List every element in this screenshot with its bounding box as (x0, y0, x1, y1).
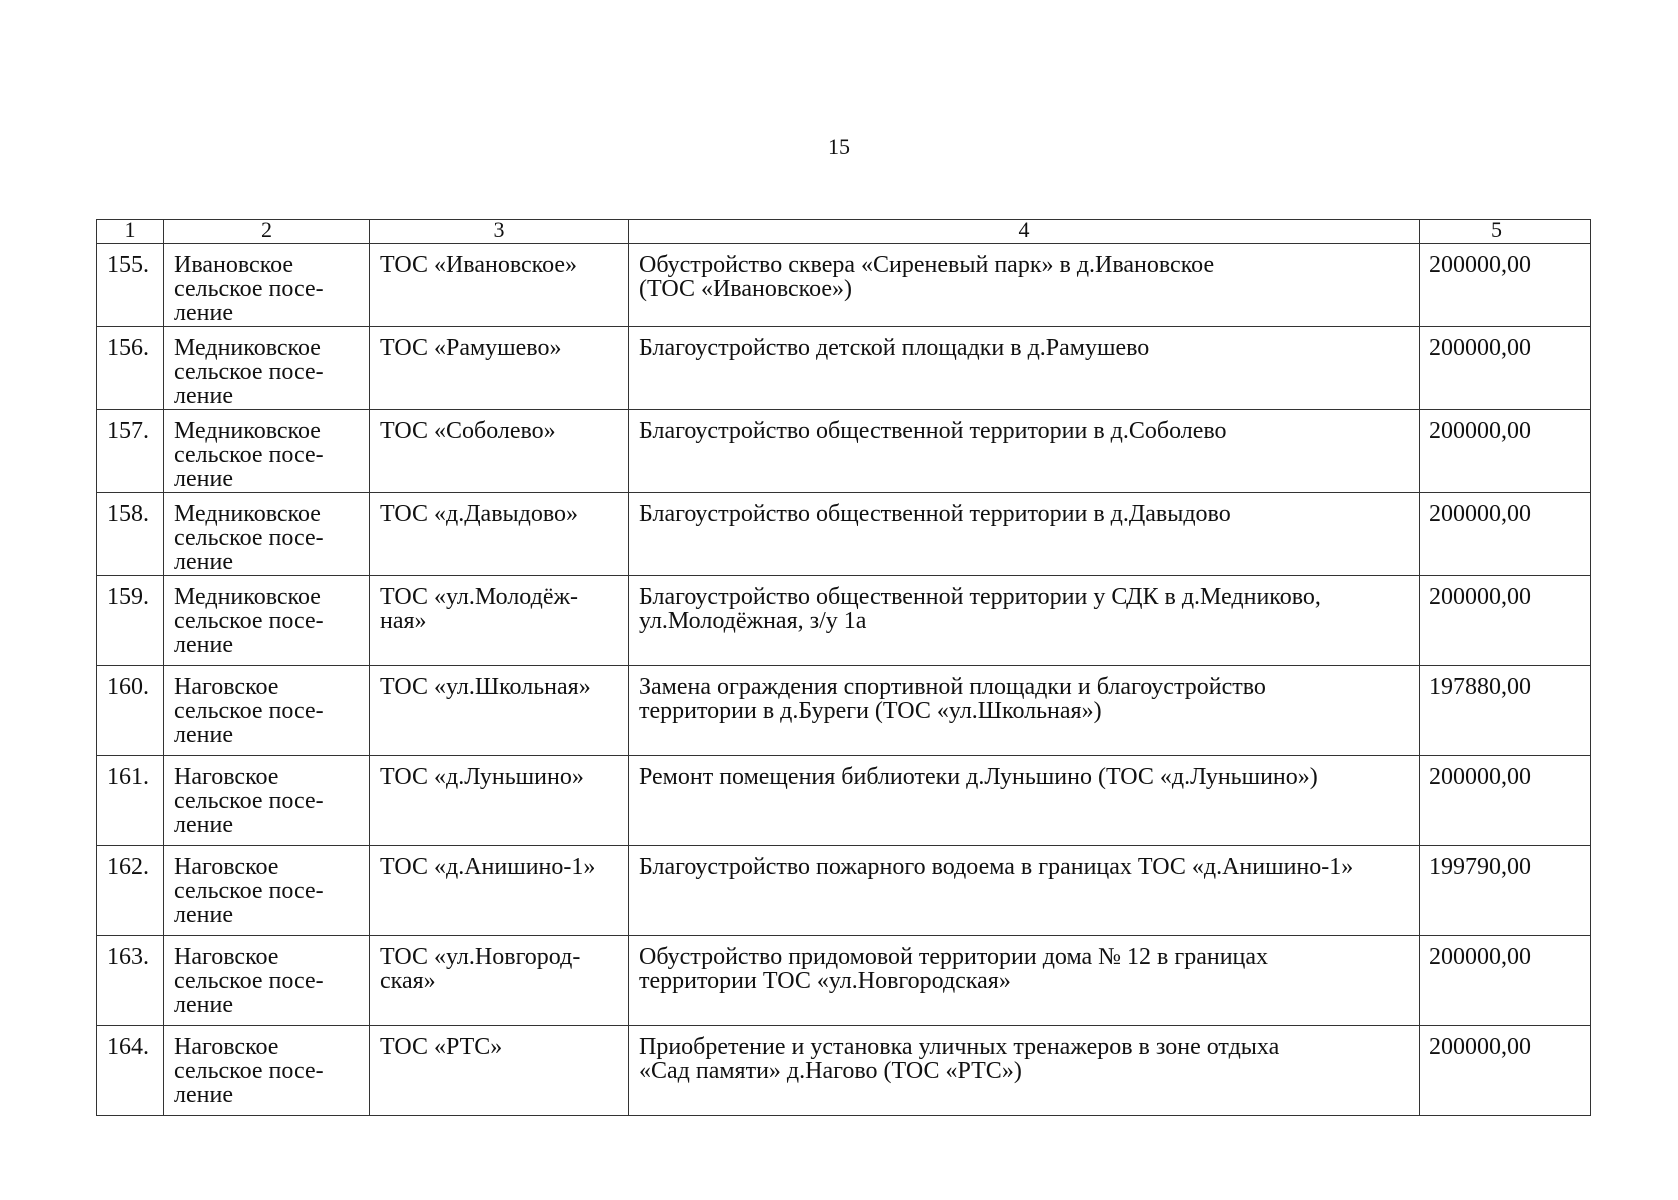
row-number: 162. (107, 854, 149, 880)
row-number-cell (97, 493, 164, 576)
row-number-cell (97, 410, 164, 493)
amount-cell (1420, 936, 1591, 1026)
row-number-cell (97, 846, 164, 936)
row-number-cell (97, 327, 164, 410)
settlement-name: Медниковское сельское посе- ление (174, 418, 324, 492)
row-number: 159. (107, 584, 149, 610)
tos-name: ТОС «д.Давыдово» (380, 501, 579, 527)
row-number: 157. (107, 418, 149, 444)
tos-cell (370, 666, 629, 756)
column-header-tos: 3 (370, 220, 629, 244)
amount-cell (1420, 576, 1591, 666)
description-cell (629, 244, 1420, 327)
table-row (97, 1026, 1591, 1116)
row-number: 158. (107, 501, 149, 527)
row-number-cell (97, 666, 164, 756)
column-header-number: 1 (97, 220, 164, 244)
table-row (97, 756, 1591, 846)
project-description: Приобретение и установка уличных тренажеров в зоне отдыха «Сад памяти» д.Нагово (ТОС «РТС») (639, 1034, 1280, 1084)
settlement-name: Медниковское сельское посе- ление (174, 335, 324, 409)
row-number: 163. (107, 944, 149, 970)
row-number: 155. (107, 252, 149, 278)
description-cell (629, 936, 1420, 1026)
tos-cell (370, 936, 629, 1026)
tos-cell (370, 327, 629, 410)
settlement-name: Медниковское сельское посе- ление (174, 501, 324, 575)
settlement-cell (164, 493, 370, 576)
tos-cell (370, 846, 629, 936)
description-cell (629, 1026, 1420, 1116)
table-row (97, 936, 1591, 1026)
settlement-cell (164, 576, 370, 666)
column-header-settlement: 2 (164, 220, 370, 244)
settlement-cell (164, 936, 370, 1026)
amount-cell (1420, 410, 1591, 493)
tos-name: ТОС «ул.Молодёж- ная» (380, 584, 579, 634)
column-header-amount: 5 (1420, 220, 1591, 244)
table-row (97, 846, 1591, 936)
settlement-cell (164, 327, 370, 410)
project-description: Замена ограждения спортивной площадки и благоустройство территории в д.Буреги (ТОС «ул.Школьная») (639, 674, 1266, 724)
amount-cell (1420, 493, 1591, 576)
tos-name: ТОС «Соболево» (380, 418, 556, 444)
table-row (97, 410, 1591, 493)
tos-name: ТОС «ул.Школьная» (380, 674, 591, 700)
row-number-cell (97, 756, 164, 846)
table-row (97, 576, 1591, 666)
row-number-cell (97, 936, 164, 1026)
settlement-cell (164, 244, 370, 327)
settlement-name: Наговское сельское посе- ление (174, 944, 324, 1018)
project-description: Благоустройство пожарного водоема в границах ТОС «д.Анишино-1» (639, 854, 1354, 880)
project-description: Благоустройство общественной территории у СДК в д.Медниково, ул.Молодёжная, з/у 1а (639, 584, 1321, 634)
header-row (97, 220, 1591, 244)
amount-cell (1420, 1026, 1591, 1116)
amount-cell (1420, 846, 1591, 936)
table-row (97, 666, 1591, 756)
settlement-cell (164, 1026, 370, 1116)
amount-cell (1420, 327, 1591, 410)
table-row (97, 493, 1591, 576)
description-cell (629, 846, 1420, 936)
row-number: 160. (107, 674, 149, 700)
row-number-cell (97, 576, 164, 666)
tos-name: ТОС «РТС» (380, 1034, 503, 1060)
settlement-name: Ивановское сельское посе- ление (174, 252, 324, 326)
row-number: 164. (107, 1034, 149, 1060)
tos-name: ТОС «ул.Новгород- ская» (380, 944, 581, 994)
row-number: 161. (107, 764, 149, 790)
tos-cell (370, 756, 629, 846)
tos-cell (370, 1026, 629, 1116)
table-row (97, 327, 1591, 410)
column-header-description: 4 (629, 220, 1420, 244)
row-number-cell (97, 1026, 164, 1116)
tos-cell (370, 244, 629, 327)
tos-name: ТОС «д.Анишино-1» (380, 854, 596, 880)
settlement-name: Наговское сельское посе- ление (174, 764, 324, 838)
grant-amount: 199790,00 (1429, 854, 1531, 880)
settlement-name: Медниковское сельское посе- ление (174, 584, 324, 658)
grant-amount: 200000,00 (1429, 1034, 1531, 1060)
page-number: 15 (828, 134, 850, 159)
description-cell (629, 327, 1420, 410)
tos-name: ТОС «Ивановское» (380, 252, 578, 278)
grant-amount: 200000,00 (1429, 584, 1531, 610)
settlement-name: Наговское сельское посе- ление (174, 1034, 324, 1108)
grants-table (96, 219, 1591, 1116)
row-number-cell (97, 244, 164, 327)
settlement-cell (164, 846, 370, 936)
tos-cell (370, 410, 629, 493)
grant-amount: 200000,00 (1429, 335, 1531, 361)
project-description: Благоустройство детской площадки в д.Рамушево (639, 335, 1150, 361)
description-cell (629, 493, 1420, 576)
grant-amount: 197880,00 (1429, 674, 1531, 700)
settlement-name: Наговское сельское посе- ление (174, 854, 324, 928)
description-cell (629, 410, 1420, 493)
settlement-cell (164, 666, 370, 756)
tos-name: ТОС «д.Луньшино» (380, 764, 584, 790)
grant-amount: 200000,00 (1429, 501, 1531, 527)
description-cell (629, 576, 1420, 666)
amount-cell (1420, 756, 1591, 846)
description-cell (629, 756, 1420, 846)
description-cell (629, 666, 1420, 756)
tos-name: ТОС «Рамушево» (380, 335, 562, 361)
project-description: Ремонт помещения библиотеки д.Луньшино (ТОС «д.Луньшино») (639, 764, 1318, 790)
settlement-cell (164, 410, 370, 493)
amount-cell (1420, 666, 1591, 756)
grant-amount: 200000,00 (1429, 252, 1531, 278)
project-description: Благоустройство общественной территории в д.Соболево (639, 418, 1227, 444)
row-number: 156. (107, 335, 149, 361)
tos-cell (370, 576, 629, 666)
project-description: Обустройство сквера «Сиреневый парк» в д.Ивановское (ТОС «Ивановское») (639, 252, 1215, 302)
table-row (97, 244, 1591, 327)
grant-amount: 200000,00 (1429, 764, 1531, 790)
project-description: Обустройство придомовой территории дома № 12 в границах территории ТОС «ул.Новгородская» (639, 944, 1269, 994)
tos-cell (370, 493, 629, 576)
grant-amount: 200000,00 (1429, 944, 1531, 970)
settlement-cell (164, 756, 370, 846)
settlement-name: Наговское сельское посе- ление (174, 674, 324, 748)
project-description: Благоустройство общественной территории в д.Давыдово (639, 501, 1231, 527)
amount-cell (1420, 244, 1591, 327)
grant-amount: 200000,00 (1429, 418, 1531, 444)
